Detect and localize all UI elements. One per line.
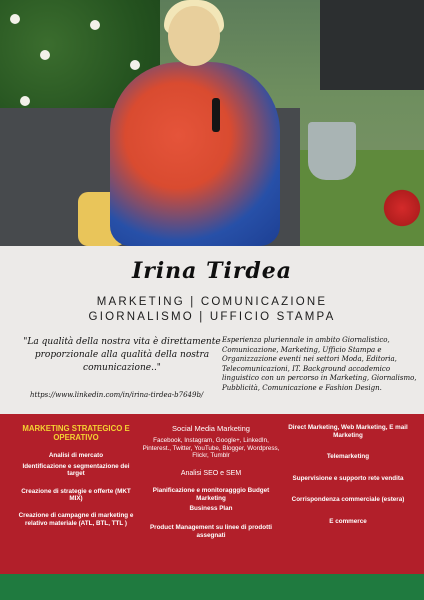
list-item: Supervisione e supporto rete vendita [292,474,404,482]
list-item: Direct Marketing, Web Marketing, E mail Marketing [288,424,408,439]
photo-flower [90,20,100,30]
subtitle-line-1: MARKETING | COMUNICAZIONE [96,296,328,308]
photo-flower [20,96,30,106]
list-item: Creazione di campagne di marketing e relativo materiale (ATL, BTL, TTL ) [18,511,134,527]
quote-text: "La qualità della nostra vita è direttamente proporzionale alla qualità della nostra comunicazione.." [23,337,221,373]
photo-flower [130,60,140,70]
subtitle-line-2: GIORNALISMO | UFFICIO STAMPA [88,311,336,323]
list-item: Identificazione e segmentazione dei target [22,462,130,478]
list-item: Creazione di strategie e offerte (MKT MIX) [21,487,131,503]
list-item: Product Management su linee di prodotti assegnati [149,524,273,539]
bio-text: Esperienza pluriennale in ambito Giornalistico, Comunicazione, Marketing, Ufficio Stampa e Organizzazione eventi nei settori Moda, Editoria, Telecomunicazioni, IT. Background accademico linguistico con un percorso in Marketing, Giornalismo, Pubblicità, Comunicazione e Fashion Design. [222,336,417,392]
skills-column-right [282,420,414,540]
list-item: Corrispondenza commerciale (estera) [291,496,405,504]
linkedin-link[interactable]: https://www.linkedin.com/in/irina-tirdea-b7649b/ [30,391,204,399]
page-title: Irina Tirdea [131,258,293,284]
photo-wall [320,0,424,90]
list-item: Business Plan [189,504,233,512]
list-item: Analisi di mercato [48,452,104,459]
column-heading: Social Media Marketing [172,424,250,433]
photo-face [168,6,220,66]
list-item: Pianificazione e monitoragggio Budget Marketing [152,487,270,502]
skills-column-left [14,420,138,536]
platform-list: Facebook, Instagram, Google+, LinkedIn, Pinterest., Twitter, YouTube, Blogger, Wordpress, Flickr, Tumblr [142,437,280,460]
photo-plant-pot [308,122,356,180]
list-item: E commerce [329,517,367,525]
profile-photo [0,0,424,246]
list-item: Telemarketing [326,453,370,461]
column-heading: MARKETING STRATEGICO E OPERATIVO [22,424,130,442]
photo-red-flowers [380,188,424,228]
footer-band [0,574,424,600]
photo-flower [40,50,50,60]
photo-dress [110,62,280,246]
skills-column-center [142,420,280,549]
microphone-icon [212,98,220,132]
list-item: Analisi SEO e SEM [180,469,242,477]
photo-flower [10,14,20,24]
